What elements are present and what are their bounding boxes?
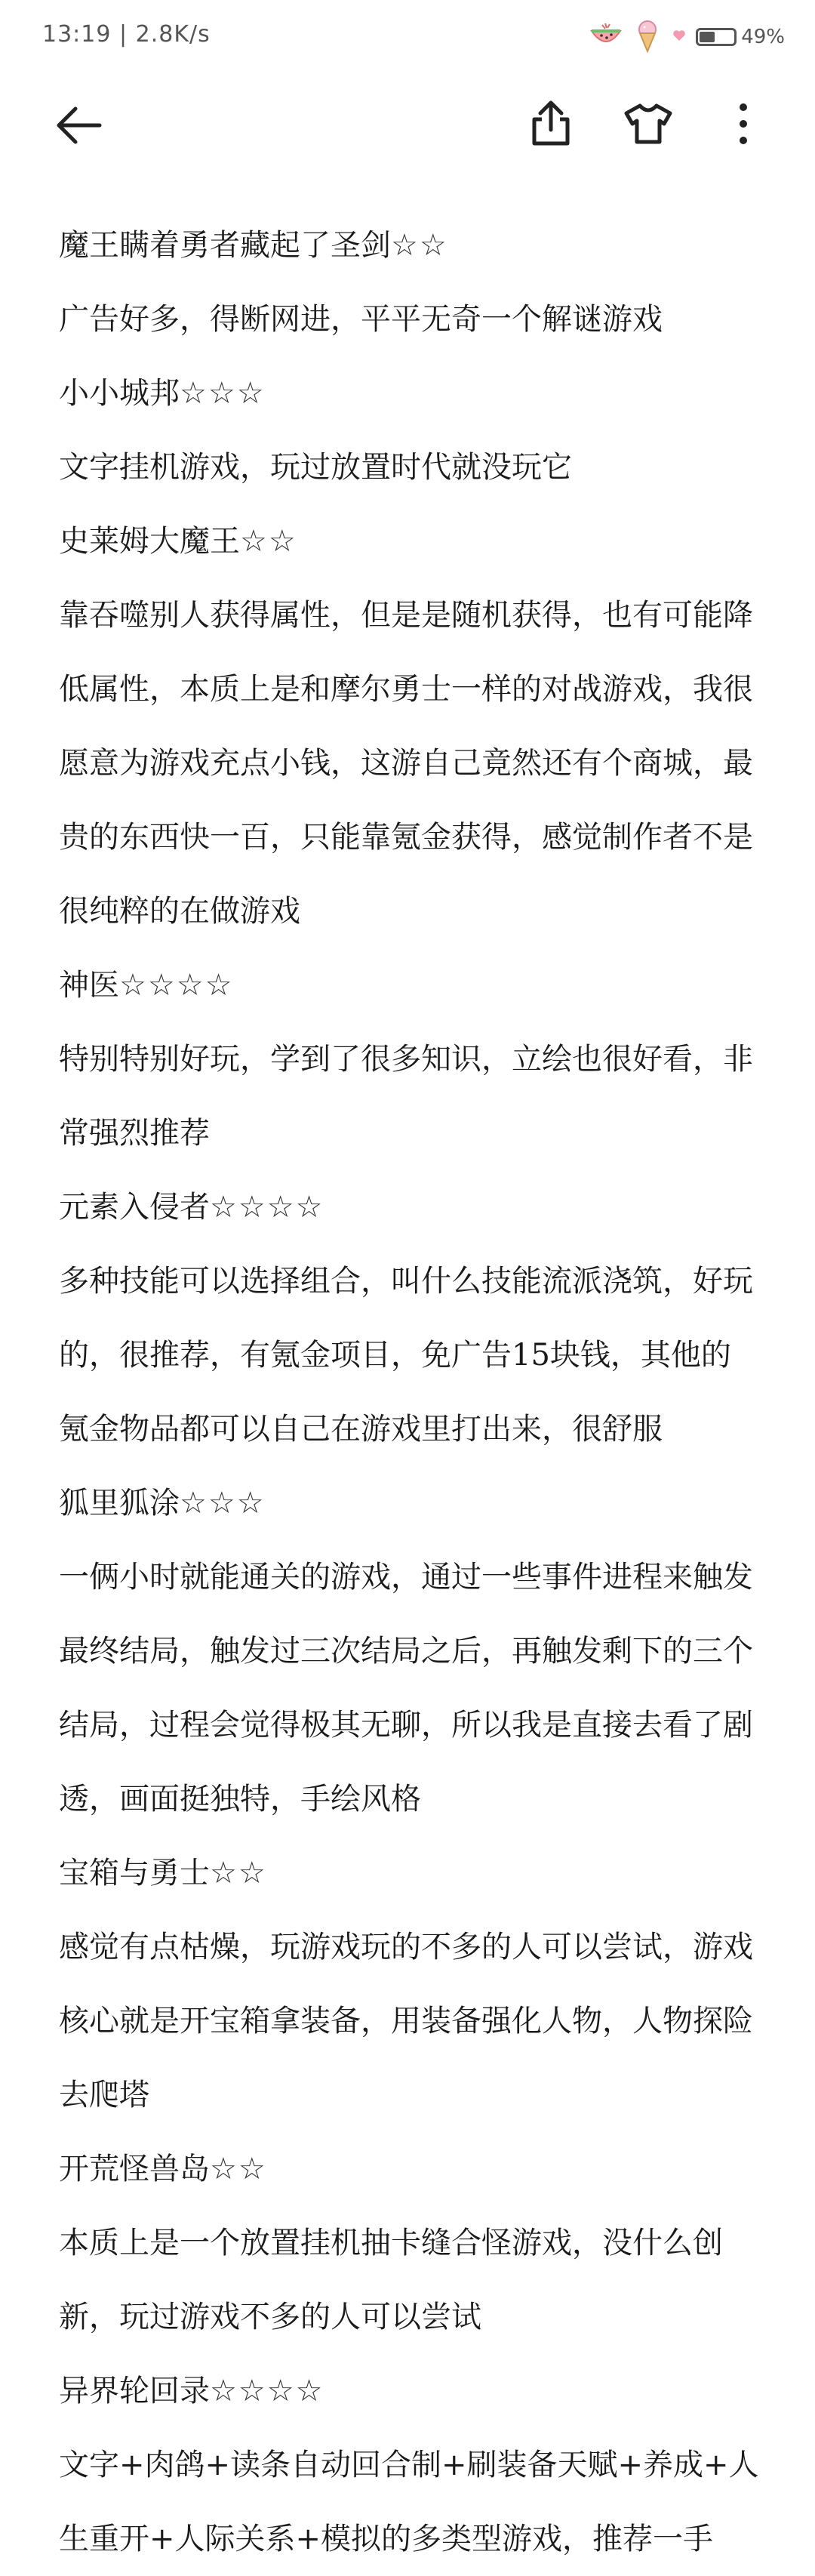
entry-title <box>59 1836 761 1910</box>
more-icon <box>732 100 755 148</box>
battery-percent: 49% <box>741 26 785 48</box>
game-name: 神医 <box>59 968 119 1003</box>
entry-title <box>59 1170 761 1244</box>
entry <box>59 2132 761 2354</box>
entry <box>59 1466 761 1836</box>
entry <box>59 504 761 948</box>
note-content[interactable] <box>59 208 761 2576</box>
game-name: 宝箱与勇士 <box>59 1856 210 1890</box>
entry-title <box>59 948 761 1022</box>
star-rating: ☆☆☆☆ <box>119 968 234 1003</box>
game-name: 元素入侵者 <box>59 1190 210 1225</box>
status-icons <box>589 18 785 56</box>
entry <box>59 1170 761 1466</box>
status-bar <box>0 0 815 75</box>
share-button[interactable] <box>528 100 574 148</box>
star-rating: ☆☆ <box>210 2152 267 2186</box>
share-icon <box>528 100 574 148</box>
entry <box>59 948 761 1170</box>
entry-title <box>59 2354 761 2428</box>
entry <box>59 2354 761 2576</box>
ice-cream-sticker-icon <box>632 18 663 56</box>
entry-review: 文字挂机游戏，玩过放置时代就没玩它 <box>59 450 572 485</box>
battery-fill <box>700 32 715 42</box>
game-name: 史莱姆大魔王 <box>59 524 240 559</box>
star-rating: ☆☆☆☆ <box>210 2374 324 2408</box>
star-rating: ☆☆ <box>391 228 448 263</box>
entry-title <box>59 2132 761 2206</box>
back-arrow-icon <box>53 104 106 146</box>
entry <box>59 1836 761 2132</box>
entry <box>59 208 761 356</box>
battery-indicator <box>696 26 785 48</box>
entry-title <box>59 208 761 282</box>
app-bar <box>0 83 815 166</box>
more-options-button[interactable] <box>732 100 755 148</box>
entry <box>59 356 761 504</box>
star-rating: ☆☆☆ <box>180 1486 266 1521</box>
status-time-speed: 13:19 | 2.8K/s <box>42 21 211 48</box>
entry-title <box>59 1466 761 1540</box>
entry-review: 文字+肉鸽+读条自动回合制+刷装备天赋+养成+人生重开+人际关系+模拟的多类型游戏，推荐一手 <box>59 2448 759 2556</box>
star-rating: ☆☆☆☆ <box>210 1190 324 1225</box>
game-name: 魔王瞒着勇者藏起了圣剑 <box>59 228 391 263</box>
entry-title <box>59 356 761 430</box>
entry-review: 靠吞噬别人获得属性，但是是随机获得，也有可能降低属性，本质上是和摩尔勇士一样的对战游戏，我很愿意为游戏充点小钱，这游自己竟然还有个商城，最贵的东西快一百，只能靠氪金获得，感觉制作者不是很纯粹的在做游戏 <box>59 598 753 929</box>
entry-title <box>59 504 761 578</box>
star-rating: ☆☆☆ <box>180 376 266 411</box>
entry-review: 特别特别好玩，学到了很多知识，立绘也很好看，非常强烈推荐 <box>59 1042 753 1151</box>
game-name: 狐里狐涂 <box>59 1486 180 1521</box>
watermelon-sticker-icon <box>589 20 623 54</box>
game-name: 小小城邦 <box>59 376 180 411</box>
back-button[interactable] <box>53 104 106 146</box>
game-name: 异界轮回录 <box>59 2374 210 2408</box>
star-rating: ☆☆ <box>240 524 297 559</box>
entry-review: 一俩小时就能通关的游戏，通过一些事件进程来触发最终结局，触发过三次结局之后，再触发剩下的三个结局，过程会觉得极其无聊，所以我是直接去看了剧透，画面挺独特，手绘风格 <box>59 1560 753 1816</box>
star-rating: ☆☆ <box>210 1856 267 1890</box>
entry-review: 广告好多，得断网进，平平无奇一个解谜游戏 <box>59 302 663 337</box>
shirt-icon <box>623 103 673 145</box>
game-name: 开荒怪兽岛 <box>59 2152 210 2186</box>
entry-review: 多种技能可以选择组合，叫什么技能流派浇筑，好玩的，很推荐，有氪金项目，免广告15块钱，其他的氪金物品都可以自己在游戏里打出来，很舒服 <box>59 1264 753 1447</box>
theme-shirt-button[interactable] <box>623 103 673 145</box>
entry-review: 本质上是一个放置挂机抽卡缝合怪游戏，没什么创新，玩过游戏不多的人可以尝试 <box>59 2226 723 2334</box>
entry-review: 感觉有点枯燥，玩游戏玩的不多的人可以尝试，游戏核心就是开宝箱拿装备，用装备强化人物，人物探险去爬塔 <box>59 1930 753 2112</box>
heart-icon <box>672 28 687 46</box>
battery-icon <box>696 28 737 46</box>
